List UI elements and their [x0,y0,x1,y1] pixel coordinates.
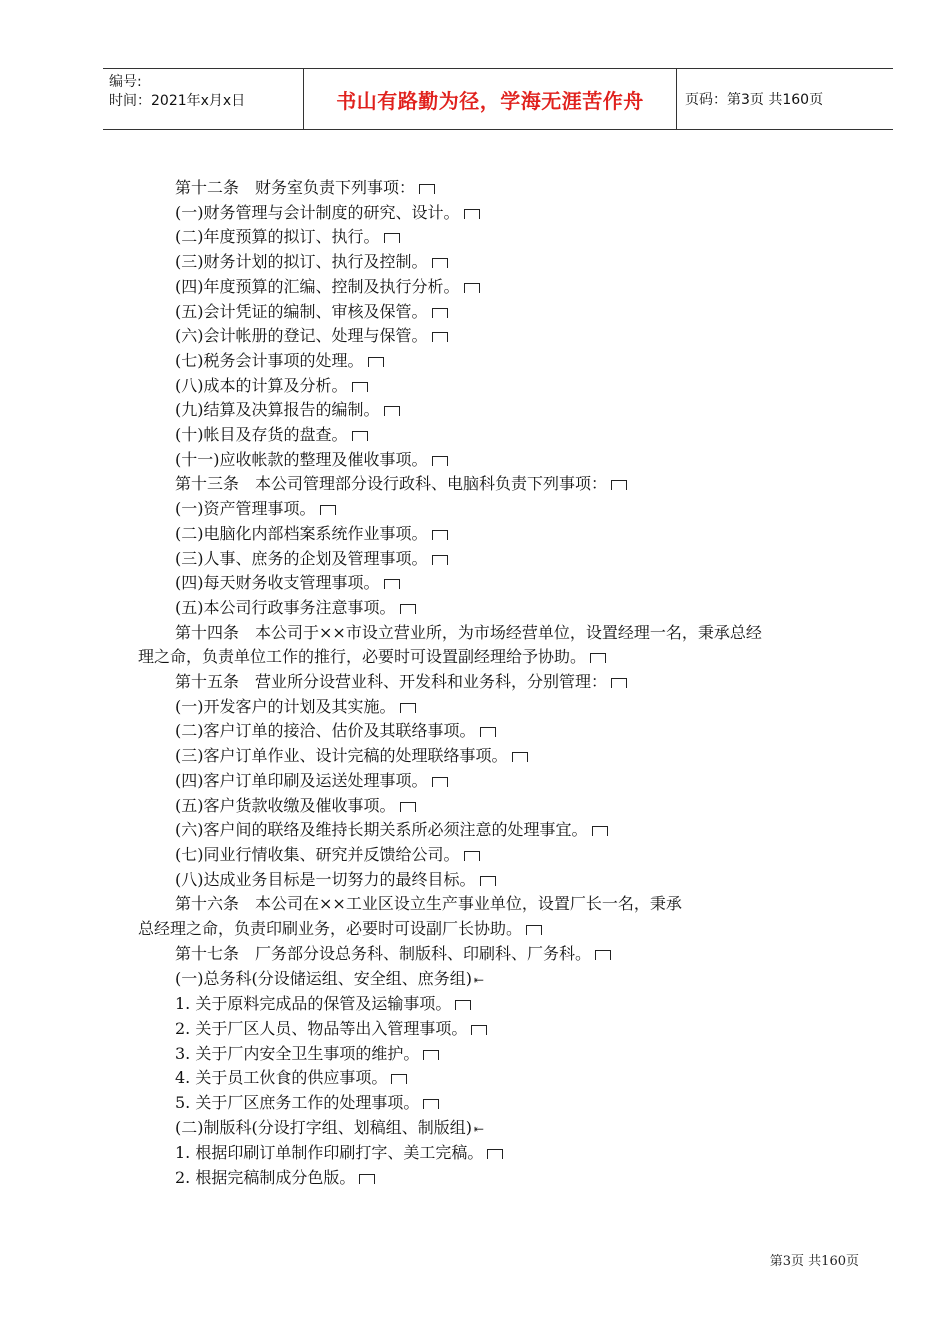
text-line-content: 3. 关于厂内安全卫生事项的维护。 [175,1043,420,1063]
text-line [138,324,858,349]
paragraph-mark-icon [400,604,416,614]
text-line-content: (一)开发客户的计划及其实施。 [175,696,396,716]
text-line [138,892,858,917]
header-page-cell [677,69,893,129]
paragraph-mark-icon [400,703,416,713]
text-line [138,942,858,967]
text-line [138,522,858,547]
text-line [138,769,858,794]
text-line-content: (八)达成业务目标是一切努力的最终目标。 [175,869,476,889]
text-line [138,917,858,942]
text-line-content: 1. 根据印刷订单制作印刷打字、美工完稿。 [175,1143,484,1163]
paragraph-mark-icon [432,332,448,342]
text-line-content: 总经理之命，负责印刷业务，必要时可设副厂长协助。 [138,919,523,939]
header-page-label: 页码：第3页 共160页 [685,92,824,108]
text-line [138,818,858,843]
text-line-content: (七)税务会计事项的处理。 [175,350,364,370]
text-line [138,1116,858,1142]
paragraph-mark-icon [432,555,448,565]
text-line-content: 理之命，负责单位工作的推行，必要时可设置副经理给予协助。 [138,647,587,667]
paragraph-mark-icon [611,678,627,688]
text-line [138,300,858,325]
text-line-content: 第十六条 本公司在××工业区设立生产事业单位，设置厂长一名，秉承 [175,894,682,914]
header-meta [103,69,303,129]
paragraph-mark-icon [384,406,400,416]
paragraph-mark-icon [512,752,528,762]
header-motto: 书山有路勤为径，学海无涯苦作舟 [336,88,644,113]
paragraph-mark-icon [352,431,368,441]
text-line-content: 2. 关于厂区人员、物品等出入管理事项。 [175,1018,468,1038]
paragraph-mark-icon [432,530,448,540]
paragraph-mark-icon [526,925,542,935]
text-line [138,423,858,448]
text-line [138,596,858,621]
paragraph-mark-icon [432,258,448,268]
line-break-mark-icon: ⇤ [473,972,485,987]
paragraph-mark-icon [368,357,384,367]
text-line-content: (三)客户订单作业、设计完稿的处理联络事项。 [175,746,508,766]
text-line-content: (二)客户订单的接洽、估价及其联络事项。 [175,721,476,741]
header-motto-cell [303,69,677,129]
text-line [138,744,858,769]
text-line-content: 5. 关于厂区庶务工作的处理事项。 [175,1093,420,1113]
text-line-content: (四)客户订单印刷及运送处理事项。 [175,770,428,790]
text-line [138,1017,858,1042]
text-line-content: (五)会计凭证的编制、审核及保管。 [175,301,428,321]
text-line [138,1141,858,1166]
text-line-content: 2. 根据完稿制成分色版。 [175,1168,356,1188]
text-line [138,843,858,868]
text-line-content: (三)人事、庶务的企划及管理事项。 [175,548,428,568]
text-line-content: (八)成本的计算及分析。 [175,375,348,395]
text-line-content: (五)客户货款收缴及催收事项。 [175,795,396,815]
text-line [138,374,858,399]
text-line [138,719,858,744]
paragraph-mark-icon [611,480,627,490]
text-line [138,621,858,646]
paragraph-mark-icon [423,1099,439,1109]
text-line-content: 4. 关于员工伙食的供应事项。 [175,1068,388,1088]
text-line [138,1066,858,1091]
paragraph-mark-icon [471,1025,487,1035]
text-line [138,176,858,201]
text-line-content: (四)每天财务收支管理事项。 [175,573,380,593]
text-line-content: (五)本公司行政事务注意事项。 [175,597,396,617]
text-line [138,868,858,893]
text-line-content: (二)电脑化内部档案系统作业事项。 [175,523,428,543]
line-break-mark-icon: ⇤ [473,1121,485,1136]
text-line [138,448,858,473]
paragraph-mark-icon [384,579,400,589]
text-line [138,201,858,226]
text-line-content: 第十三条 本公司管理部分设行政科、电脑科负责下列事项： [175,474,608,494]
paragraph-mark-icon [464,851,480,861]
text-line [138,547,858,572]
document-number-label: 编号: [109,74,142,90]
text-line [138,225,858,250]
text-line-content: (六)客户间的联络及维持长期关系所必须注意的处理事宜。 [175,820,588,840]
text-line [138,398,858,423]
text-line-content: 第十二条 财务室负责下列事项： [175,178,416,197]
paragraph-mark-icon [400,802,416,812]
text-line [138,472,858,497]
paragraph-mark-icon [455,1000,471,1010]
text-line-content: (七)同业行情收集、研究并反馈给公司。 [175,844,460,864]
text-line-content: (九)结算及决算报告的编制。 [175,400,380,420]
text-line [138,1091,858,1116]
paragraph-mark-icon [419,184,435,194]
text-line [138,571,858,596]
paragraph-mark-icon [464,209,480,219]
text-line [138,992,858,1017]
paragraph-mark-icon [480,876,496,886]
text-line [138,1042,858,1067]
text-line-content: (一)总务科(分设储运组、安全组、庶务组) [175,968,472,988]
text-line [138,275,858,300]
text-line-content: (二)年度预算的拟订、执行。 [175,227,380,247]
paragraph-mark-icon [595,950,611,960]
paragraph-mark-icon [432,777,448,787]
paragraph-mark-icon [432,308,448,318]
text-line [138,1166,858,1191]
text-line-content: (二)制版科(分设打字组、划稿组、制版组) [175,1117,472,1137]
text-line [138,967,858,993]
text-line-content: 第十七条 厂务部分设总务科、制版科、印刷科、厂务科。 [175,943,592,963]
paragraph-mark-icon [432,456,448,466]
paragraph-mark-icon [464,283,480,293]
paragraph-mark-icon [352,382,368,392]
paragraph-mark-icon [487,1149,503,1159]
paragraph-mark-icon [391,1074,407,1084]
text-line [138,794,858,819]
paragraph-mark-icon [480,727,496,737]
paragraph-mark-icon [384,233,400,243]
paragraph-mark-icon [320,505,336,515]
text-line [138,670,858,695]
text-line-content: (四)年度预算的汇编、控制及执行分析。 [175,276,460,296]
text-line-content: 第十四条 本公司于××市设立营业所，为市场经营单位，设置经理一名，秉承总经 [175,622,762,642]
text-line-content: 第十五条 营业所分设营业科、开发科和业务科，分别管理： [175,672,608,692]
text-line-content: 1. 关于原料完成品的保管及运输事项。 [175,994,452,1014]
text-line [138,349,858,374]
text-line-content: (十一)应收帐款的整理及催收事项。 [175,449,428,469]
text-line [138,645,858,670]
document-time-label: 时间：2021年x月x日 [109,93,246,109]
text-line [138,695,858,720]
page-header [103,68,893,130]
text-line [138,250,858,275]
paragraph-mark-icon [590,653,606,663]
text-line-content: (六)会计帐册的登记、处理与保管。 [175,326,428,346]
page-footer: 第3页 共160页 [769,1254,859,1269]
text-line-content: (三)财务计划的拟订、执行及控制。 [175,252,428,272]
text-line-content: (十)帐目及存货的盘查。 [175,425,348,445]
document-body [138,176,858,1191]
paragraph-mark-icon [359,1174,375,1184]
text-line-content: (一)资产管理事项。 [175,499,316,519]
text-line [138,497,858,522]
text-line-content: (一)财务管理与会计制度的研究、设计。 [175,202,460,222]
paragraph-mark-icon [592,826,608,836]
paragraph-mark-icon [423,1050,439,1060]
